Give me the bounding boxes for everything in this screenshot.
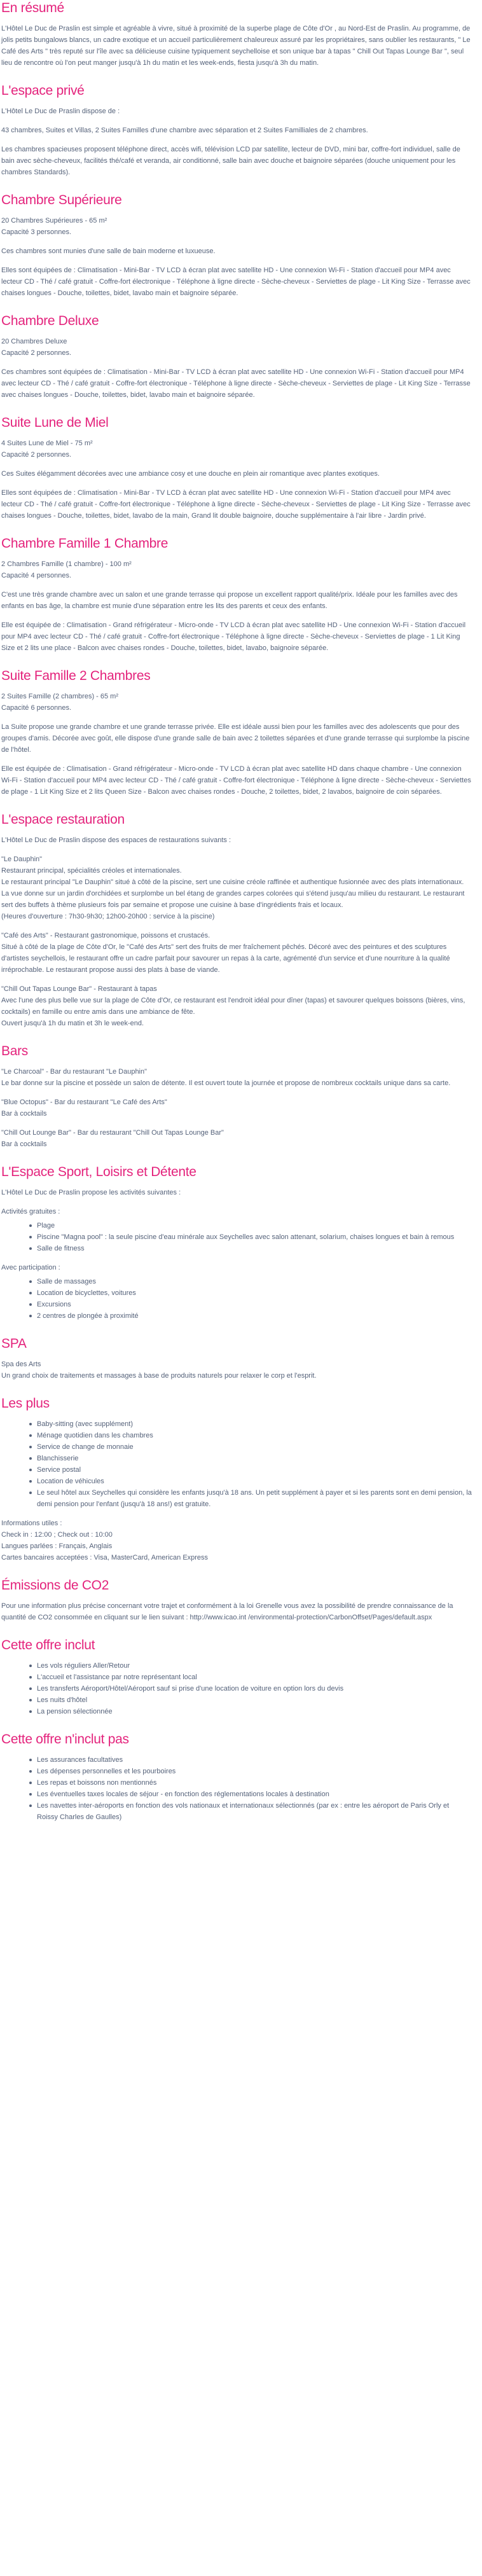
included-list — [1, 1660, 472, 1717]
list-label: Activités gratuites : — [1, 1208, 60, 1215]
room-equipment: Ces chambres sont équipées de : Climatisation - Mini-Bar - TV LCD à écran plat avec satellite HD - Une connexion Wi-Fi - Station d'accueil pour MP4 avec lecteur CD - Thé / café gratuit - Coffre-fort électronique - Téléphone à ligne directe - Sèche-cheveux - Serviettes de plage - Lit King Size - Terrasse avec chaises longues - Douche, toilettes, bidet, lavabo main et baignoire séparée. — [1, 368, 471, 399]
section-espace-prive — [1, 83, 472, 178]
list-item: Les vols réguliers Aller/Retour — [37, 1660, 472, 1672]
list-item: 2 centres de plongée à proximité — [37, 1310, 472, 1322]
section-title: Chambre Deluxe — [1, 314, 99, 328]
room-capacity: 4 Suites Lune de Miel - 75 m² Capacité 2 personnes. — [1, 440, 93, 459]
section-title: Émissions de CO2 — [1, 1578, 109, 1593]
room-capacity: 2 Suites Famille (2 chambres) - 65 m² Capacité 6 personnes. — [1, 693, 118, 712]
room-equipment: Elle est équipée de : Climatisation - Grand réfrigérateur - Micro-onde - TV LCD à écran plat avec satellite HD - Une connexion Wi-Fi - Station d'accueil pour MP4 avec lecteur CD - Thé / café gratuit - Coffre-fort électronique - Téléphone à ligne directe - Sèche-cheveux - Serviettes de plage - 1 Lit King Size et 2 lits une place - Balcon avec chaises rondes - Douche, toilettes, bidet, lavabo, baignoire séparée. — [1, 621, 466, 652]
section-resume — [1, 0, 472, 69]
list-item: Location de véhicules — [37, 1476, 472, 1487]
paragraph: L'Hôtel Le Duc de Praslin dispose des espaces de restaurations suivants : — [1, 836, 231, 844]
section-chambre-famille — [1, 536, 472, 654]
section-title: L'espace restauration — [1, 812, 125, 827]
section-chambre-deluxe — [1, 313, 472, 401]
room-capacity: 20 Chambres Supérieures - 65 m² Capacité 3 personnes. — [1, 217, 107, 236]
list-item: Salle de massages — [37, 1276, 472, 1287]
restaurant-le-dauphin: "Le Dauphin" Restaurant principal, spécialités créoles et internationales. Le restaurant principal "Le Dauphin" situé à côté de la piscine, sert une cuisine créole raffinée et authentique fusionnée avec des plats internationaux. La vue donne sur un jardin d'orchidées et surplombe un bel étang de grandes carpes colorées qui s'étend jusqu'au milieu du restaurant. Le restaurant sert des buffets à thème plusieurs fois par semaine et propose une cuisine à base d'ingrédients frais et locaux. (Heures d'ouverture : 7h30-9h30; 12h00-20h00 : service à la piscine) — [1, 855, 465, 920]
room-equipment: Elles sont équipées de : Climatisation - Mini-Bar - TV LCD à écran plat avec satellite HD - Une connexion Wi-Fi - Station d'accueil pour MP4 avec lecteur CD - Thé / café gratuit - Coffre-fort électronique - Téléphone à ligne directe - Sèche-cheveux - Serviettes de plage - Lit King Size - Terrasse avec chaises longues - Douche, toilettes, bidet, lavabo main et baignoire séparée. — [1, 267, 471, 297]
paragraph: Ces Suites élégamment décorées avec une ambiance cosy et une douche en plein air romantique avec plantes exotiques. — [1, 470, 380, 478]
free-activities-list — [1, 1220, 472, 1254]
summary-text: L'Hôtel Le Duc de Praslin est simple et agréable à vivre, situé à proximité de la superbe plage de Côte d'Or , au Nord-Est de Praslin. Au programme, de jolis petits bungalows blancs, un cadre exotique et un accueil particulièrement chaleureux assuré par les propriétaires, sans oublier les restaurants, " Le Café des Arts " très reputé sur l'île avec sa délicieuse cuisine typiquement seychelloise et son unique bar à tapas " Chill Out Tapas Lounge Bar ", seul lieu de rencontre où l'on peut manger jusqu'à 1h du matin et les week-ends, fiesta jusqu'à 3h du matin. — [1, 25, 471, 67]
restaurant-chill-out: "Chill Out Tapas Lounge Bar" - Restaurant à tapas Avec l'une des plus belle vue sur la plage de Côte d'Or, ce restaurant est l'endroit idéal pour dîner (tapas) et savourer quelques boissons (bières, vins, cocktails) en famille ou entre amis dans une ambiance de fête. Ouvert jusqu'à 1h du matin et 3h le week-end. — [1, 985, 465, 1027]
not-included-list — [1, 1754, 472, 1823]
section-co2 — [1, 1577, 472, 1623]
list-item: Excursions — [37, 1299, 472, 1310]
list-item: Le seul hôtel aux Seychelles qui considère les enfants jusqu'à 18 ans. Un petit supplément à payer et si les parents sont en demi pension, la demi pension pour l'enfant (jusqu'à 18 ans!) est gratuite. — [37, 1487, 472, 1510]
paragraph: Ces chambres sont munies d'une salle de bain moderne et luxueuse. — [1, 247, 216, 255]
list-item: Baby-sitting (avec supplément) — [37, 1418, 472, 1430]
paragraph: La Suite propose une grande chambre et une grande terrasse privée. Elle est idéale aussi bien pour les familles avec des adolescents que pour des groupes d'amis. Décorée avec goût, elle dispose d'une grande salle de bain avec 2 toilettes séparées et d'une grande terrasse qui surplombe la piscine de l'hôtel. — [1, 723, 470, 754]
section-title: Cette offre inclut — [1, 1638, 95, 1652]
section-title: SPA — [1, 1336, 27, 1351]
paragraph: Spa des Arts Un grand choix de traitements et massages à base de produits naturels pour relaxer le corp et l'esprit. — [1, 1361, 317, 1380]
paid-activities-list — [1, 1276, 472, 1322]
section-title: L'Espace Sport, Loisirs et Détente — [1, 1165, 196, 1179]
room-capacity: 2 Chambres Famille (1 chambre) - 100 m² Capacité 4 personnes. — [1, 560, 132, 579]
section-title: Bars — [1, 1044, 28, 1058]
paragraph: Pour une information plus précise concernant votre trajet et conformément à la loi Grenelle vous avez la possibilité de prendre connaissance de la quantité de CO2 consommée en cliquant sur le lien suivant : http://www.icao.int /environmental-protection/CarbonOffset/Pages/default.aspx — [1, 1602, 453, 1621]
list-item: La pension sélectionnée — [37, 1706, 472, 1717]
room-capacity: 20 Chambres Deluxe Capacité 2 personnes. — [1, 338, 72, 357]
extras-list — [1, 1418, 472, 1510]
section-title: En résumé — [1, 1, 64, 15]
bar-le-charcoal: "Le Charcoal" - Bar du restaurant "Le Dauphin" Le bar donne sur la piscine et possède un salon de détente. Il est ouvert toute la journée et propose de nombreux cocktails unique dans sa carte. — [1, 1068, 451, 1087]
section-inclut — [1, 1637, 472, 1717]
room-equipment: Elle est équipée de : Climatisation - Grand réfrigérateur - Micro-onde - TV LCD à écran plat avec satellite HD dans chaque chambre - Une connexion Wi-Fi - Station d'accueil pour MP4 avec lecteur CD - Thé / café gratuit - Coffre-fort électronique - Téléphone à ligne directe - Sèche-cheveux - Serviettes de plage - 1 Lit King Size et 2 lits Queen Size - Balcon avec chaises rondes - Douche, 2 toilettes, bidet, 2 lavabos, baignoire de coin séparées. — [1, 765, 471, 796]
list-item: Les navettes inter-aéroports en fonction des vols nationaux et internationaux sélectionnés (par ex : entre les aéroport de Paris Orly et Roissy Charles de Gaulles) — [37, 1800, 472, 1823]
section-restauration — [1, 812, 472, 1029]
restaurant-cafe-des-arts: "Café des Arts" - Restaurant gastronomique, poissons et crustacés. Situé à côté de la plage de Côte d'Or, le "Café des Arts" sert des fruits de mer fraîchement pêchés. Décoré avec des peintures et des sculptures d'artistes seychellois, le restaurant offre un cadre parfait pour savourer un repas à la carte, agrémenté d'un service et d'une nourriture à la qualité irréprochable. Le restaurant propose aussi des plats à base de viande. — [1, 932, 450, 974]
list-item: Les éventuelles taxes locales de séjour - en fonction des réglementations locales à destination — [37, 1789, 472, 1800]
section-chambre-superieure — [1, 192, 472, 299]
list-item: Les dépenses personnelles et les pourboires — [37, 1766, 472, 1777]
section-title: Chambre Supérieure — [1, 193, 122, 207]
useful-info: Informations utiles : Check in : 12:00 ; Check out : 10:00 Langues parlées : Français, Anglais Cartes bancaires acceptées : Visa, MasterCard, American Express — [1, 1520, 209, 1562]
list-item: Les nuits d'hôtel — [37, 1694, 472, 1706]
list-item: Plage — [37, 1220, 472, 1231]
section-title: L'espace privé — [1, 83, 85, 98]
bar-chill-out: "Chill Out Lounge Bar" - Bar du restaurant "Chill Out Tapas Lounge Bar" Bar à cocktails — [1, 1129, 224, 1148]
list-item: Blanchisserie — [37, 1453, 472, 1464]
section-sport — [1, 1164, 472, 1322]
bar-blue-octopus: "Blue Octopus" - Bar du restaurant "Le Café des Arts" Bar à cocktails — [1, 1098, 167, 1118]
list-item: L'accueil et l'assistance par notre représentant local — [37, 1672, 472, 1683]
section-title: Suite Lune de Miel — [1, 415, 109, 430]
list-item: Service postal — [37, 1464, 472, 1476]
section-bars — [1, 1043, 472, 1150]
paragraph: C'est une très grande chambre avec un salon et une grande terrasse qui propose un excellent rapport qualité/prix. Idéale pour les familles avec des enfants en bas âge, la chambre est munie d'une séparation entre les lits des parents et ceux des enfants. — [1, 591, 458, 610]
section-title: Chambre Famille 1 Chambre — [1, 536, 169, 551]
list-label: Avec participation : — [1, 1264, 60, 1271]
list-item: Les repas et boissons non mentionnés — [37, 1777, 472, 1789]
list-item: Piscine "Magna pool" : la seule piscine d'eau minérale aux Seychelles avec salon attenant, solarium, chaises longues et bain à remous — [37, 1231, 472, 1243]
section-suite-lune-de-miel — [1, 415, 472, 522]
section-ne-inclut-pas — [1, 1731, 472, 1823]
paragraph: L'Hôtel Le Duc de Praslin propose les activités suivantes : — [1, 1189, 181, 1196]
section-spa — [1, 1336, 472, 1381]
list-item: Les assurances facultatives — [37, 1754, 472, 1766]
section-title: Les plus — [1, 1396, 50, 1411]
section-les-plus — [1, 1395, 472, 1563]
list-item: Salle de fitness — [37, 1243, 472, 1254]
list-item: Service de change de monnaie — [37, 1441, 472, 1453]
paragraph: 43 chambres, Suites et Villas, 2 Suites Familles d'une chambre avec séparation et 2 Suites Familliales de 2 chambres. — [1, 127, 368, 134]
list-item: Les transferts Aéroport/Hôtel/Aéroport sauf si prise d'une location de voiture en option lors du devis — [37, 1683, 472, 1694]
list-item: Location de bicyclettes, voitures — [37, 1287, 472, 1299]
section-title: Cette offre n'inclut pas — [1, 1732, 129, 1747]
paragraph: Les chambres spacieuses proposent téléphone direct, accès wifi, télévision LCD par satellite, lecteur de DVD, mini bar, coffre-fort individuel, salle de bain avec sèche-cheveux, facilités thé/café et veranda, air conditionné, salle bain avec douche et baignoire séparées (douche uniquement pour les chambres Standards). — [1, 146, 460, 176]
paragraph: L'Hôtel Le Duc de Praslin dispose de : — [1, 107, 120, 115]
room-equipment: Elles sont équipées de : Climatisation - Mini-Bar - TV LCD à écran plat avec satellite HD - Une connexion Wi-Fi - Station d'accueil pour MP4 avec lecteur CD - Thé / café gratuit - Coffre-fort électronique - Téléphone à ligne directe - Sèche-cheveux - Serviettes de plage - Lit King Size - Terrasse avec chaises longues - Douche, toilettes, bidet, lavabo de la main, Grand lit double baignoire, douche supplémentaire à l'air libre - Jardin privé. — [1, 489, 471, 520]
section-suite-famille — [1, 668, 472, 798]
section-title: Suite Famille 2 Chambres — [1, 668, 151, 683]
list-item: Ménage quotidien dans les chambres — [37, 1430, 472, 1441]
